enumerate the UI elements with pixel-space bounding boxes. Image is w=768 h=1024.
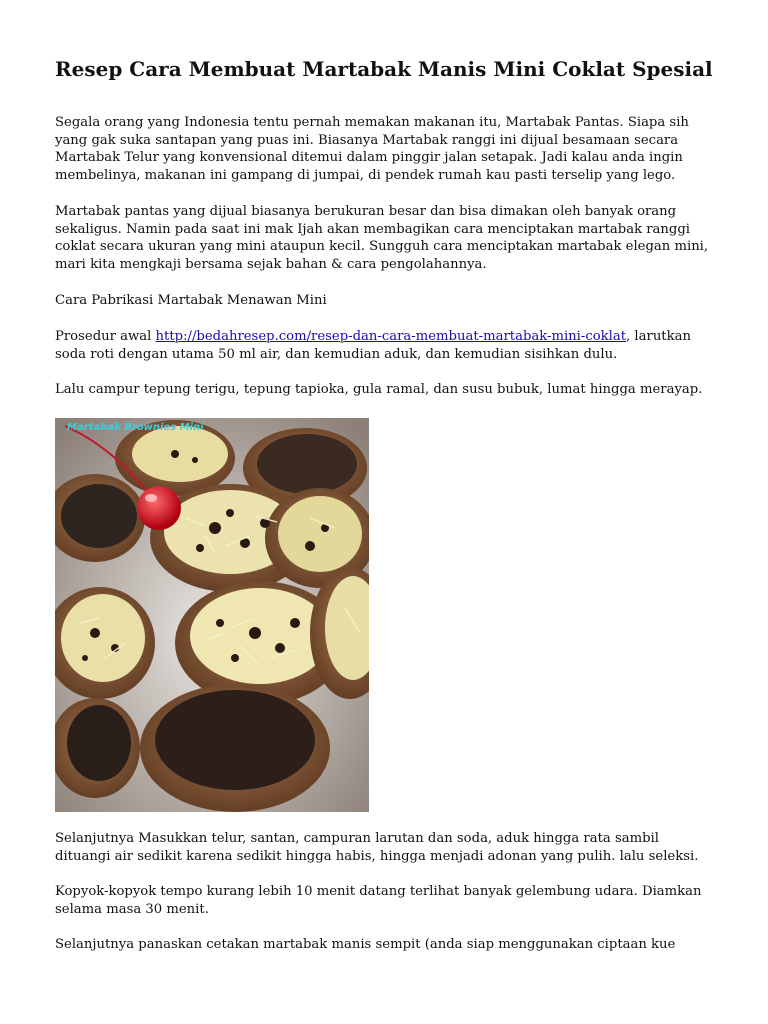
paragraph-step-3: Selanjutnya Masukkan telur, santan, campuran larutan dan soda, aduk hingga rata sambil dituangi air sedikit karena sedikit hingga habis, hingga menjadi adonan yang pulih. lalu seleksi. xyxy=(55,831,699,864)
section-heading-cara: Cara Pabrikasi Martabak Menawan Mini xyxy=(55,293,327,308)
step-1-text-after: , larutkan soda roti dengan utama 50 ml air, dan kemudian aduk, dan kemudian sisihkan dulu. xyxy=(55,329,691,362)
cherry-icon xyxy=(137,486,181,530)
paragraph-step-1 xyxy=(55,328,717,363)
recipe-link[interactable]: http://bedahresep.com/resep-dan-cara-membuat-martabak-mini-coklat xyxy=(155,329,627,344)
martabak-pieces xyxy=(55,420,369,812)
martabak-photo xyxy=(55,418,369,812)
paragraph-step-5: Selanjutnya panaskan cetakan martabak manis sempit (anda siap menggunakan ciptaan kue xyxy=(55,937,676,952)
paragraph-mini-martabak: Martabak pantas yang dijual biasanya berukuran besar dan bisa dimakan oleh banyak orang sekaligus. Namin pada saat ini mak Ijah akan membagikan cara menciptakan martabak ranggi coklat secara ukuran yang mini ataupun kecil. Sungguh cara menciptakan martabak elegan mini, mari kita mengkaji bersama sejak bahan & cara pengolahannya. xyxy=(55,204,709,272)
step-1-text-before: Prosedur awal xyxy=(55,329,156,344)
martabak-photo-illustration xyxy=(55,418,369,812)
photo-watermark-title: Martabak Brownies Mini xyxy=(67,422,204,433)
paragraph-intro: Segala orang yang Indonesia tentu pernah memakan makanan itu, Martabak Pantas. Siapa sih yang gak suka santapan yang puas ini. Biasanya Martabak ranggi ini dijual besamaan secara Martabak Telur yang konvensional ditemui dalam pinggir jalan setapak. Jadi kalau anda ingin membelinya, makanan ini gampang di jumpai, di pendek rumah kau pasti terselip yang lego. xyxy=(55,115,689,183)
article-title: Resep Cara Membuat Martabak Manis Mini Coklat Spesial xyxy=(55,57,713,81)
paragraph-step-4: Kopyok-kopyok tempo kurang lebih 10 menit datang terlihat banyak gelembung udara. Diamkan selama masa 30 menit. xyxy=(55,884,702,917)
paragraph-step-2: Lalu campur tepung terigu, tepung tapioka, gula ramal, dan susu bubuk, lumat hingga merayap. xyxy=(55,382,703,397)
